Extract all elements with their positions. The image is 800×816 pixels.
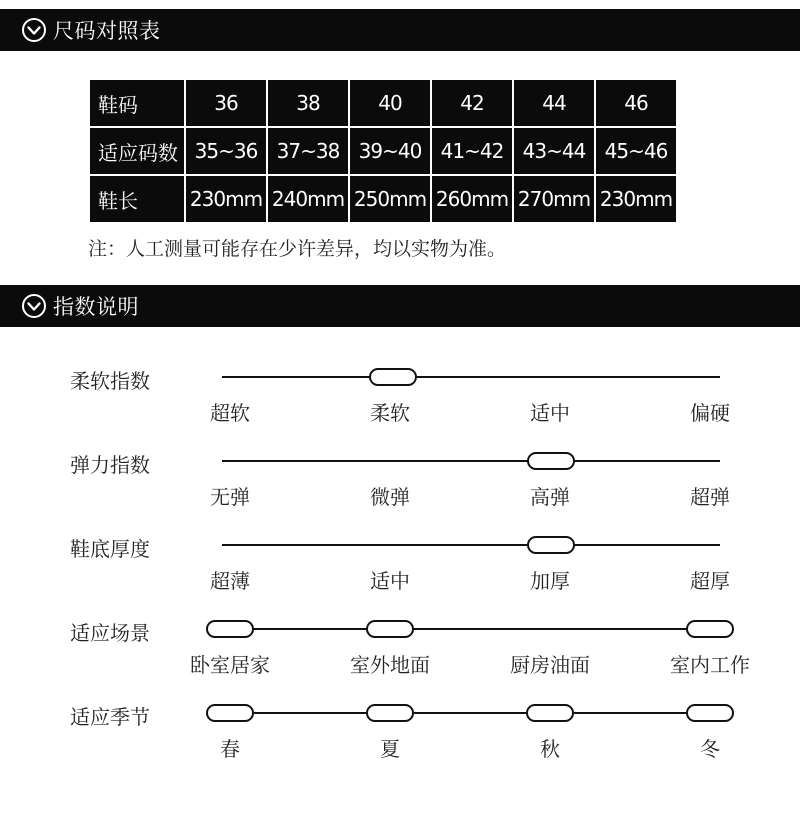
table-row <box>89 127 677 175</box>
scale-marker <box>366 620 414 638</box>
scale-marker <box>686 620 734 638</box>
table-cell: 44 <box>513 79 595 127</box>
table-cell: 270mm <box>513 175 595 223</box>
scale-marker <box>686 704 734 722</box>
scale-label: 适应场景 <box>70 621 150 645</box>
size-chart-title: 尺码对照表 <box>53 19 161 43</box>
scale-track <box>222 376 720 378</box>
scale-option: 适中 <box>370 569 410 593</box>
row-header: 适应码数 <box>89 127 185 175</box>
index-header <box>0 285 800 327</box>
scale-option: 卧室居家 <box>190 653 270 677</box>
table-cell: 42 <box>431 79 513 127</box>
scale-label: 柔软指数 <box>70 369 150 393</box>
scale-marker <box>526 704 574 722</box>
table-cell: 38 <box>267 79 349 127</box>
scale-option: 超软 <box>210 401 250 425</box>
scale-marker <box>369 368 417 386</box>
table-cell: 230mm <box>595 175 677 223</box>
table-cell: 39~40 <box>349 127 431 175</box>
scale-option: 加厚 <box>530 569 570 593</box>
scale-marker <box>206 620 254 638</box>
scale-option: 春 <box>220 737 240 761</box>
table-cell: 40 <box>349 79 431 127</box>
table-cell: 37~38 <box>267 127 349 175</box>
scale-option: 夏 <box>380 737 400 761</box>
scale-option: 超薄 <box>210 569 250 593</box>
size-note: 注：人工测量可能存在少许差异，均以实物为准。 <box>88 238 507 260</box>
chevron-down-circle-icon <box>21 293 47 319</box>
table-row <box>89 79 677 127</box>
scale-option: 冬 <box>700 737 720 761</box>
size-table <box>88 78 678 224</box>
scale-option: 室内工作 <box>670 653 750 677</box>
table-cell: 230mm <box>185 175 267 223</box>
scale-track <box>230 712 710 714</box>
table-cell: 260mm <box>431 175 513 223</box>
scale-label: 弹力指数 <box>70 453 150 477</box>
scale-track <box>230 628 710 630</box>
scale-option: 秋 <box>540 737 560 761</box>
scale-option: 适中 <box>530 401 570 425</box>
scale-track <box>222 460 720 462</box>
scale-track <box>222 544 720 546</box>
row-header: 鞋长 <box>89 175 185 223</box>
table-cell: 41~42 <box>431 127 513 175</box>
scale-marker <box>527 452 575 470</box>
index-title: 指数说明 <box>53 295 139 319</box>
table-cell: 45~46 <box>595 127 677 175</box>
table-cell: 36 <box>185 79 267 127</box>
table-cell: 46 <box>595 79 677 127</box>
scale-label: 适应季节 <box>70 705 150 729</box>
chevron-down-circle-icon <box>21 17 47 43</box>
scale-option: 无弹 <box>210 485 250 509</box>
table-cell: 240mm <box>267 175 349 223</box>
row-header: 鞋码 <box>89 79 185 127</box>
scale-option: 微弹 <box>370 485 410 509</box>
table-row <box>89 175 677 223</box>
scale-option: 超厚 <box>690 569 730 593</box>
scale-option: 偏硬 <box>690 401 730 425</box>
table-cell: 250mm <box>349 175 431 223</box>
scale-option: 高弹 <box>530 485 570 509</box>
scale-option: 厨房油面 <box>510 653 590 677</box>
scale-marker <box>527 536 575 554</box>
scale-marker <box>366 704 414 722</box>
table-cell: 35~36 <box>185 127 267 175</box>
scale-label: 鞋底厚度 <box>70 537 150 561</box>
size-chart-header <box>0 9 800 51</box>
scale-marker <box>206 704 254 722</box>
scale-option: 柔软 <box>370 401 410 425</box>
scale-option: 超弹 <box>690 485 730 509</box>
table-cell: 43~44 <box>513 127 595 175</box>
scale-option: 室外地面 <box>350 653 430 677</box>
